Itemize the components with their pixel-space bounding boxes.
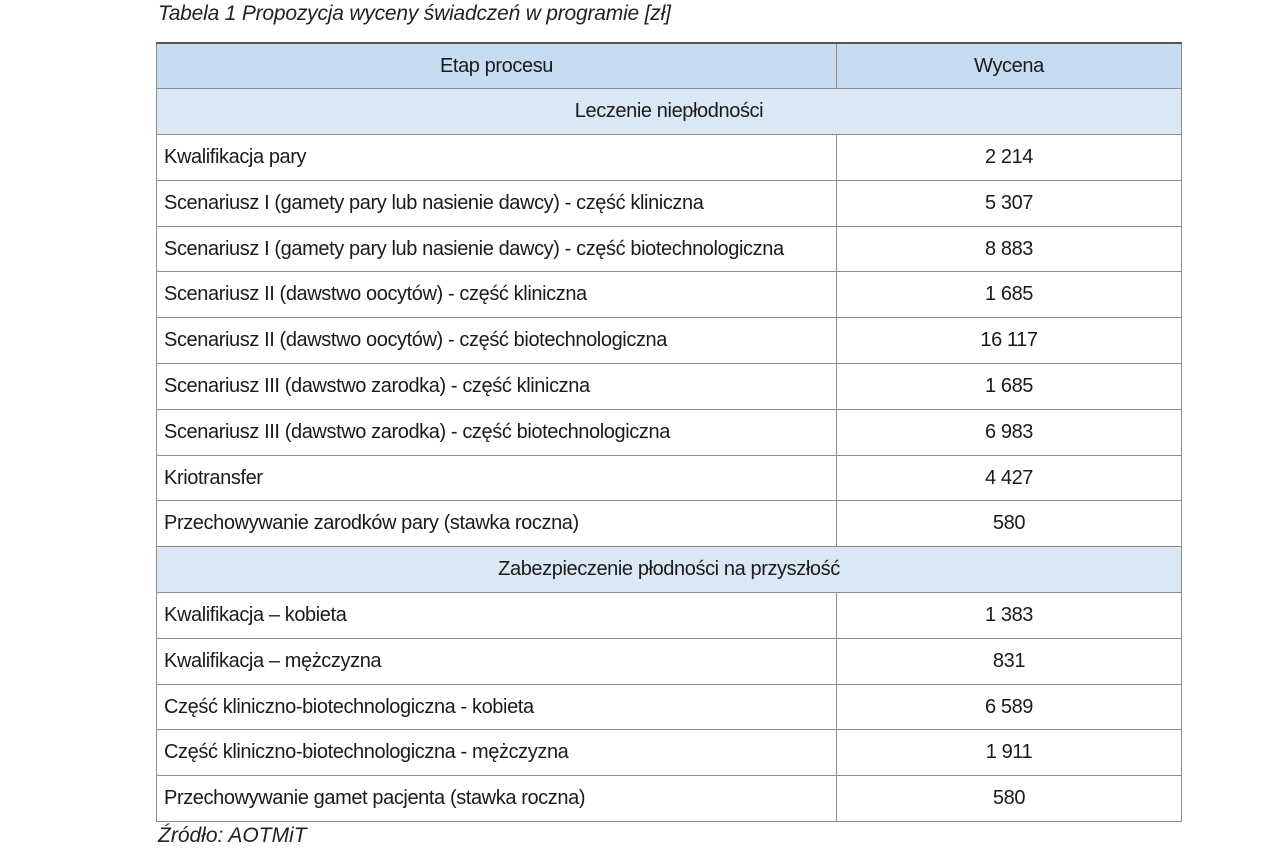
row-label: Scenariusz III (dawstwo zarodka) - część kliniczna	[157, 364, 837, 410]
source-note: Źródło: AOTMiT	[158, 824, 307, 847]
section-row	[157, 547, 1182, 593]
section-title: Leczenie niepłodności	[157, 89, 1182, 135]
row-value: 4 427	[837, 455, 1182, 501]
table-row	[157, 180, 1182, 226]
row-value: 6 983	[837, 409, 1182, 455]
table-row	[157, 272, 1182, 318]
section-row	[157, 89, 1182, 135]
row-label: Kwalifikacja pary	[157, 135, 837, 181]
table-header-row	[157, 43, 1182, 89]
row-value: 580	[837, 776, 1182, 822]
row-value: 1 383	[837, 593, 1182, 639]
row-label: Przechowywanie zarodków pary (stawka roczna)	[157, 501, 837, 547]
table-row	[157, 364, 1182, 410]
row-label: Scenariusz I (gamety pary lub nasienie dawcy) - część biotechnologiczna	[157, 226, 837, 272]
row-label: Przechowywanie gamet pacjenta (stawka roczna)	[157, 776, 837, 822]
row-label: Scenariusz III (dawstwo zarodka) - część biotechnologiczna	[157, 409, 837, 455]
row-label: Kwalifikacja – kobieta	[157, 593, 837, 639]
row-label: Scenariusz II (dawstwo oocytów) - część biotechnologiczna	[157, 318, 837, 364]
table-row	[157, 776, 1182, 822]
table-row	[157, 226, 1182, 272]
row-value: 8 883	[837, 226, 1182, 272]
table-row	[157, 501, 1182, 547]
column-header-price: Wycena	[837, 43, 1182, 89]
section-title: Zabezpieczenie płodności na przyszłość	[157, 547, 1182, 593]
row-value: 580	[837, 501, 1182, 547]
row-value: 1 685	[837, 364, 1182, 410]
row-label: Część kliniczno-biotechnologiczna - mężczyzna	[157, 730, 837, 776]
row-value: 1 685	[837, 272, 1182, 318]
row-label: Część kliniczno-biotechnologiczna - kobieta	[157, 684, 837, 730]
table-row	[157, 455, 1182, 501]
row-label: Scenariusz II (dawstwo oocytów) - część kliniczna	[157, 272, 837, 318]
row-label: Kriotransfer	[157, 455, 837, 501]
table-row	[157, 409, 1182, 455]
table-row	[157, 135, 1182, 181]
table-row	[157, 318, 1182, 364]
row-label: Kwalifikacja – mężczyzna	[157, 638, 837, 684]
row-label: Scenariusz I (gamety pary lub nasienie dawcy) - część kliniczna	[157, 180, 837, 226]
table-caption: Tabela 1 Propozycja wyceny świadczeń w programie [zł]	[158, 2, 671, 25]
table-row	[157, 638, 1182, 684]
row-value: 2 214	[837, 135, 1182, 181]
row-value: 1 911	[837, 730, 1182, 776]
table-row	[157, 730, 1182, 776]
pricing-table	[156, 42, 1182, 822]
table-row	[157, 684, 1182, 730]
column-header-stage: Etap procesu	[157, 43, 837, 89]
row-value: 5 307	[837, 180, 1182, 226]
row-value: 16 117	[837, 318, 1182, 364]
row-value: 831	[837, 638, 1182, 684]
row-value: 6 589	[837, 684, 1182, 730]
table-row	[157, 593, 1182, 639]
